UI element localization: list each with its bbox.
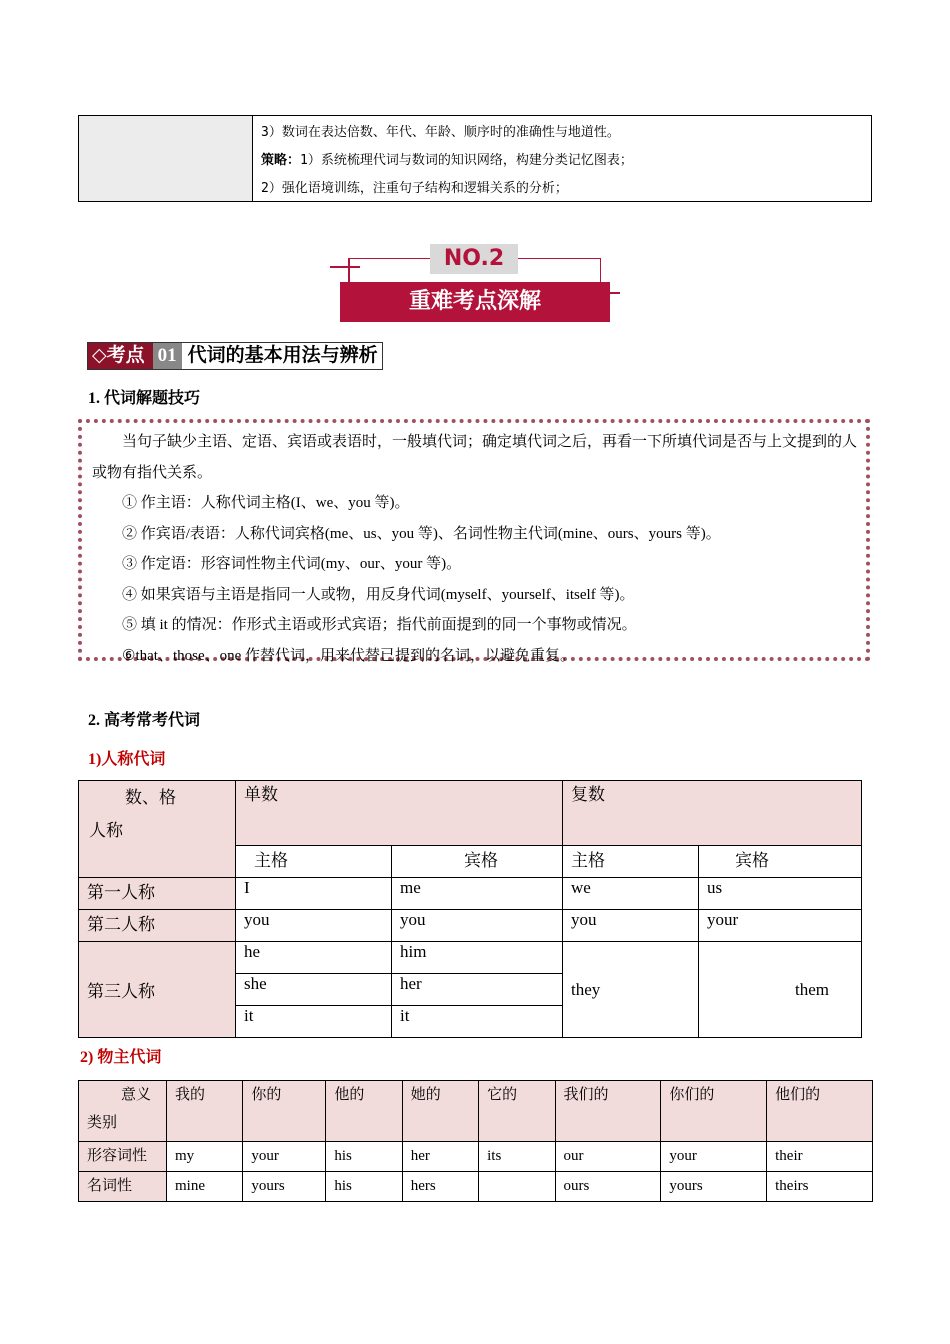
- column-header: 他的: [326, 1081, 402, 1142]
- table-cell: your: [661, 1142, 767, 1172]
- table-cell: he: [236, 942, 392, 974]
- corner-top-label: 数、格: [125, 788, 176, 807]
- banner-number: NO.2: [430, 244, 518, 274]
- section-heading: [87, 342, 383, 370]
- tips-item: ① 作主语：人称代词主格(I、we、you 等)。: [122, 495, 410, 511]
- strategy-label: 策略：: [261, 153, 301, 168]
- header-singular: 单数: [236, 781, 563, 846]
- table-cell: it: [392, 1006, 563, 1038]
- row-label: 名词性: [79, 1172, 167, 1202]
- table-cell: her: [402, 1142, 478, 1172]
- table-cell: its: [479, 1142, 555, 1172]
- corner-bottom-label: 人称: [89, 821, 123, 840]
- table-cell: his: [326, 1172, 402, 1202]
- section-title: 代词的基本用法与辨析: [182, 343, 382, 369]
- section-banner: [330, 240, 620, 330]
- column-header: 我们的: [555, 1081, 661, 1142]
- column-header: 我的: [167, 1081, 243, 1142]
- table-cell: ours: [555, 1172, 661, 1202]
- column-header: 你们的: [661, 1081, 767, 1142]
- table-cell: his: [326, 1142, 402, 1172]
- table-cell: you: [563, 910, 699, 942]
- heading-personal-pronouns: 1)人称代词: [88, 751, 166, 768]
- possessive-pronoun-table: [78, 1080, 873, 1202]
- strategy-line-2: 2）强化语境训练，注重句子结构和逻辑关系的分析；: [261, 181, 568, 196]
- table-cell: she: [236, 974, 392, 1006]
- table-cell: your: [699, 910, 862, 942]
- header-singular-object: 宾格: [392, 846, 563, 878]
- table-cell: you: [236, 910, 392, 942]
- strategy-line-1: [261, 147, 871, 175]
- header-plural-object: 宾格: [699, 846, 862, 878]
- tips-item: ⑥that、those、one 作替代词，用来代替已提到的名词，以避免重复。: [122, 647, 576, 664]
- tips-item: ② 作宾语/表语：人称代词宾格(me、us、you 等)、名词性物主代词(mine、ours、yours 等)。: [122, 525, 721, 542]
- strategy-table: [78, 115, 872, 202]
- corner-top-label: 意义: [121, 1087, 152, 1103]
- tips-intro: 当句子缺少主语、定语、宾语或表语时，一般填代词；确定填代词之后，再看一下所填代词是否与上文提到的人或物有指代关系。: [92, 434, 858, 481]
- section-tag: ◇考点: [88, 343, 153, 369]
- row-label: 第二人称: [79, 910, 236, 942]
- table-cell: them: [699, 942, 862, 1038]
- table-cell: I: [236, 878, 392, 910]
- table-cell: us: [699, 878, 862, 910]
- row-label: 第三人称: [79, 942, 236, 1038]
- table-corner-cell: [79, 1081, 167, 1142]
- table-cell: we: [563, 878, 699, 910]
- banner-decor-line: [600, 292, 620, 294]
- section-number: 01: [153, 343, 182, 369]
- table-cell: my: [167, 1142, 243, 1172]
- table-cell: our: [555, 1142, 661, 1172]
- column-header: 它的: [479, 1081, 555, 1142]
- difficulty-line-3: 3）数词在表达倍数、年代、年龄、顺序时的准确性与地道性。: [261, 125, 620, 140]
- table-cell: me: [392, 878, 563, 910]
- corner-bottom-label: 类别: [87, 1115, 118, 1131]
- table-cell: him: [392, 942, 563, 974]
- table-cell: hers: [402, 1172, 478, 1202]
- table-cell: [479, 1172, 555, 1202]
- row-label: 第一人称: [79, 878, 236, 910]
- tips-item: ④ 如果宾语与主语是指同一人或物，用反身代词(myself、yourself、itself 等)。: [122, 586, 635, 603]
- table-cell: her: [392, 974, 563, 1006]
- tips-item: ⑤ 填 it 的情况：作形式主语或形式宾语；指代前面提到的同一个事物或情况。: [122, 617, 637, 633]
- table-cell: mine: [167, 1172, 243, 1202]
- tips-item: ③ 作定语：形容词性物主代词(my、our、your 等)。: [122, 556, 462, 572]
- table-cell: it: [236, 1006, 392, 1038]
- personal-pronoun-table: [78, 780, 862, 1038]
- heading-common-pronouns: 2. 高考常考代词: [88, 712, 201, 729]
- table-cell: yours: [243, 1172, 326, 1202]
- column-header: 你的: [243, 1081, 326, 1142]
- table-cell: they: [563, 942, 699, 1038]
- table-cell: yours: [661, 1172, 767, 1202]
- header-singular-subject: 主格: [236, 846, 392, 878]
- table-corner-cell: [79, 781, 236, 878]
- table-cell: theirs: [767, 1172, 873, 1202]
- table-cell: their: [767, 1142, 873, 1172]
- strategy-table-label-cell: [79, 116, 253, 201]
- heading-possessive-pronouns: 2) 物主代词: [80, 1049, 162, 1066]
- table-cell: your: [243, 1142, 326, 1172]
- column-header: 她的: [402, 1081, 478, 1142]
- table-cell: you: [392, 910, 563, 942]
- banner-title: 重难考点深解: [340, 282, 610, 322]
- column-header: 他们的: [767, 1081, 873, 1142]
- row-label: 形容词性: [79, 1142, 167, 1172]
- strategy-text-1: 1）系统梳理代词与数词的知识网络，构建分类记忆图表；: [300, 153, 633, 168]
- header-plural-subject: 主格: [563, 846, 699, 878]
- heading-tips: 1. 代词解题技巧: [88, 390, 201, 407]
- strategy-table-content: [253, 116, 871, 201]
- tips-box: [78, 419, 870, 664]
- header-plural: 复数: [563, 781, 862, 846]
